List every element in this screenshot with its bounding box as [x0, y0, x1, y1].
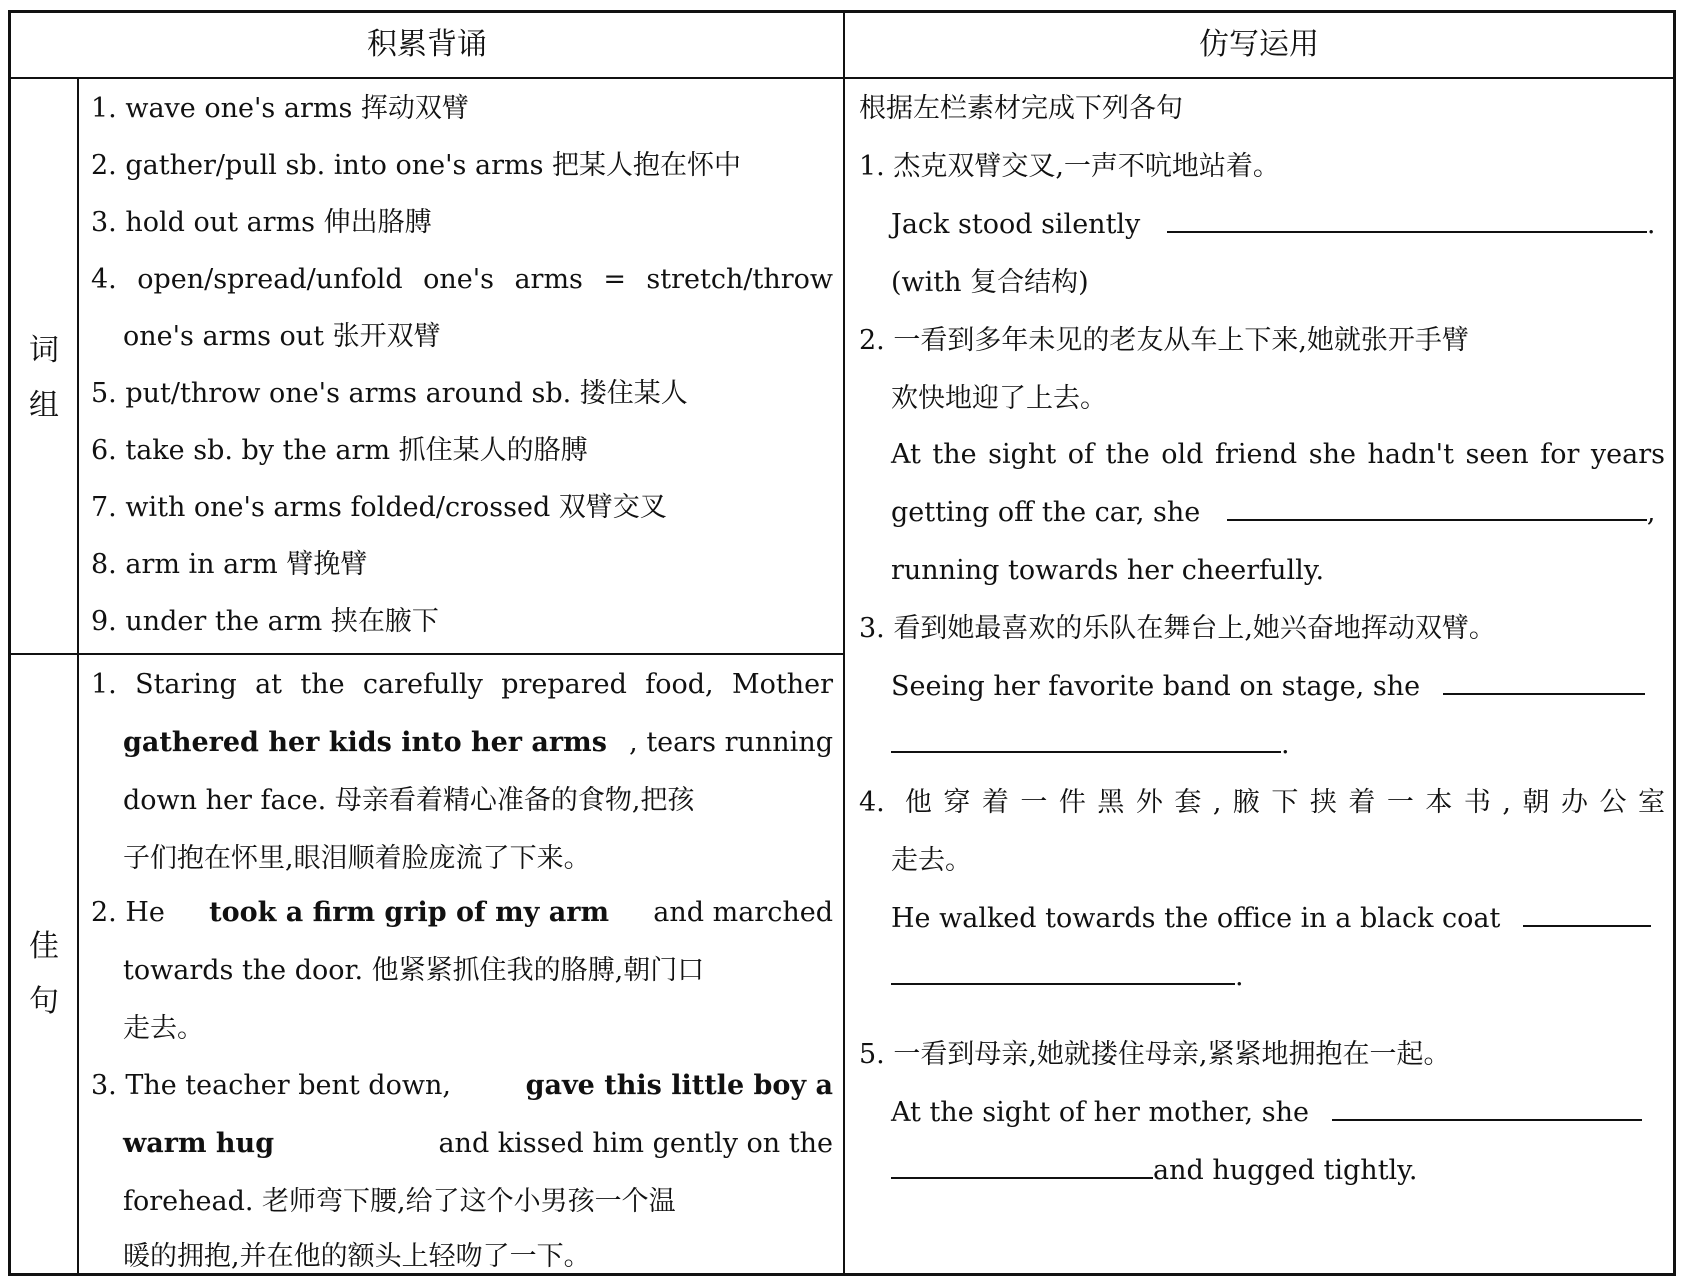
- list-item: 2. gather/pull sb. into one's arms 把某人抱在怀中: [91, 150, 742, 181]
- answer-blank[interactable]: [891, 1153, 1153, 1179]
- right-column-header: 仿写运用: [1199, 27, 1319, 62]
- answer-blank[interactable]: [1332, 1095, 1642, 1121]
- practice-q3-cn: 3. 看到她最喜欢的乐队在舞台上,她兴奋地挥动双臂。: [859, 613, 1496, 644]
- practice-q2-cn: 2. 一看到多年未见的老友从车上下来,她就张开手臂: [859, 325, 1469, 356]
- list-item: 7. with one's arms folded/crossed 双臂交叉: [91, 492, 667, 523]
- sentence-line: towards the door. 他紧紧抓住我的胳膊,朝门口: [123, 955, 705, 986]
- sentence-text: .: [1646, 209, 1656, 240]
- practice-q1-cn: 1. 杰克双臂交叉,一声不吭地站着。: [859, 151, 1280, 182]
- sentence-text: and kissed him gently on the: [438, 1128, 833, 1159]
- sentence-text: Seeing her favorite band on stage, she: [891, 671, 1421, 702]
- sentence-text: .: [1281, 729, 1290, 760]
- practice-q2-cn: 欢快地迎了上去。: [891, 383, 1107, 414]
- sentence-list: [91, 655, 836, 1273]
- row-label-phrases: [11, 323, 77, 433]
- answer-blank[interactable]: [1443, 669, 1645, 695]
- row-label-char: 组: [29, 388, 59, 423]
- practice-q2-en: [891, 493, 1655, 533]
- practice-q1-hint: (with 复合结构): [891, 267, 1089, 298]
- practice-q4-cn: 走去。: [891, 845, 972, 876]
- practice-q3-en: [891, 725, 1290, 765]
- practice-q2-en: running towards her cheerfully.: [891, 555, 1325, 586]
- row-label-char: 词: [29, 333, 59, 368]
- label-divider: [77, 77, 79, 1273]
- practice-q4-cn: 4. 他穿着一件黑外套,腋下挟着一本书,朝办公室: [859, 787, 1665, 818]
- column-divider: [843, 13, 845, 1273]
- practice-q3-en: [891, 667, 1645, 707]
- sentence-text: He walked towards the office in a black coat: [891, 903, 1501, 934]
- row-label-char: 句: [29, 984, 59, 1019]
- sentence-text: 2. He: [91, 897, 165, 928]
- practice-q4-en: [891, 957, 1244, 997]
- practice-q1-en: [891, 205, 1656, 245]
- sentence-text: getting off the car, she: [891, 497, 1201, 528]
- sentence-text: ,: [1646, 497, 1656, 528]
- sentence-text: .: [1235, 961, 1244, 992]
- sentence-text: and hugged tightly.: [1153, 1155, 1418, 1186]
- sentence-line: 暖的拥抱,并在他的额头上轻吻了一下。: [123, 1241, 591, 1272]
- sentence-line: 1. Staring at the carefully prepared food, Mother: [91, 669, 833, 700]
- sentence-line: forehead. 老师弯下腰,给了这个小男孩一个温: [123, 1186, 676, 1217]
- sentence-line: 子们抱在怀里,眼泪顺着脸庞流了下来。: [123, 843, 591, 874]
- list-item: 1. wave one's arms 挥动双臂: [91, 93, 469, 124]
- sentence-line: [91, 893, 833, 933]
- sentence-text: , tears running: [629, 727, 833, 758]
- practice-column: [859, 77, 1665, 1273]
- list-item: 6. take sb. by the arm 抓住某人的胳膊: [91, 435, 588, 466]
- sentence-text: Jack stood silently: [891, 209, 1141, 240]
- sentence-text: 3. The teacher bent down,: [91, 1070, 451, 1101]
- sentence-line: [123, 723, 833, 763]
- practice-q5-en: [891, 1151, 1417, 1191]
- answer-blank[interactable]: [1523, 901, 1651, 927]
- practice-q5-cn: 5. 一看到母亲,她就搂住母亲,紧紧地拥抱在一起。: [859, 1039, 1451, 1070]
- bold-phrase: took a firm grip of my arm: [209, 897, 610, 928]
- row-label-sentences: [11, 919, 77, 1029]
- list-item: 3. hold out arms 伸出胳膊: [91, 207, 432, 238]
- list-item: 4. open/spread/unfold one's arms = stretch/throw: [91, 264, 833, 295]
- practice-q5-en: [891, 1093, 1642, 1133]
- sentence-line: down her face. 母亲看着精心准备的食物,把孩: [123, 785, 695, 816]
- exercise-table: [8, 10, 1676, 1276]
- row-label-char: 佳: [29, 929, 59, 964]
- answer-blank[interactable]: [1227, 495, 1647, 521]
- sentence-text: and marched: [653, 897, 833, 928]
- answer-blank[interactable]: [891, 727, 1281, 753]
- list-item: 8. arm in arm 臂挽臂: [91, 549, 368, 580]
- list-item: 9. under the arm 挟在腋下: [91, 606, 439, 637]
- left-column-header: 积累背诵: [367, 27, 487, 62]
- sentence-text: At the sight of her mother, she: [891, 1097, 1309, 1128]
- answer-blank[interactable]: [1167, 207, 1647, 233]
- answer-blank[interactable]: [891, 959, 1235, 985]
- bold-phrase: warm hug: [123, 1128, 275, 1159]
- sentence-line: 走去。: [123, 1013, 204, 1044]
- practice-q4-en: [891, 899, 1651, 939]
- sentence-line: [123, 1124, 833, 1164]
- list-item-continuation: one's arms out 张开双臂: [123, 321, 441, 352]
- bold-phrase: gave this little boy a: [525, 1070, 833, 1101]
- sentence-line: [91, 1066, 833, 1106]
- practice-q2-en: At the sight of the old friend she hadn't seen for years: [891, 439, 1665, 470]
- practice-intro: 根据左栏素材完成下列各句: [859, 93, 1183, 124]
- list-item: 5. put/throw one's arms around sb. 搂住某人: [91, 378, 688, 409]
- phrase-list: [91, 77, 836, 653]
- bold-phrase: gathered her kids into her arms: [123, 727, 607, 758]
